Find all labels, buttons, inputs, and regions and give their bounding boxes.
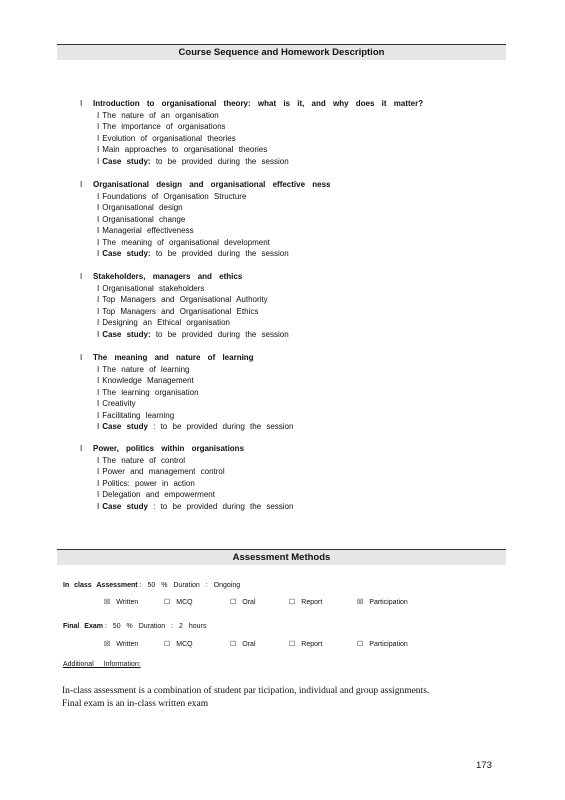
topic-item: I Managerial effectiveness (97, 226, 194, 235)
topic-item: I Knowledge Management (97, 376, 194, 385)
page-number: 173 (476, 760, 492, 771)
topic-item: I Foundations of Organisation Structure (97, 191, 247, 201)
case-study-line: I Case study : to be provided during the session (97, 422, 294, 431)
topic-item: I Organisational design (97, 203, 183, 212)
checkbox-mcq[interactable]: ☐ MCQ (164, 599, 193, 606)
topic-block (80, 352, 293, 433)
topic-item: I The learning organisation (97, 387, 199, 397)
topic-title: I Power, politics within organisations (80, 444, 245, 453)
case-study-line: I Case study: to be provided during the session (97, 249, 289, 258)
topic-item: I The nature of an organisation (97, 110, 219, 120)
topic-title: I The meaning and nature of learning (80, 353, 254, 362)
topic-title: I Stakeholders, managers and ethics (80, 272, 243, 281)
case-study-line: I Case study: to be provided during the session (97, 329, 289, 339)
checkbox-written[interactable]: ☒ Written (104, 641, 139, 648)
topic-item: I Power and management control (97, 467, 225, 476)
final-exam-line: Final Exam : 50 % Duration : 2 hours (63, 623, 207, 630)
topic-block (80, 443, 293, 512)
checkbox-mcq[interactable]: ☐ MCQ (164, 641, 193, 648)
case-study-line: I Case study: to be provided during the session (97, 156, 289, 166)
topic-item: I Organisational change (97, 214, 186, 224)
checkbox-participation[interactable]: ☒ Participation (357, 599, 408, 606)
checkbox-oral[interactable]: ☐ Oral (230, 599, 256, 606)
topic-item: I Creativity (97, 399, 136, 408)
topic-item: I Main approaches to organisational theories (97, 145, 268, 154)
checkbox-oral[interactable]: ☐ Oral (230, 641, 256, 648)
topic-block (80, 98, 423, 167)
topic-item: I Delegation and empowerment (97, 490, 215, 499)
topic-title: I Introduction to organisational theory: what is it, and why does it matter? (80, 99, 424, 108)
note-line: In-class assessment is a combination of student par ticipation, individual and group assignments. (62, 686, 430, 696)
case-study-line: I Case study : to be provided during the session (97, 501, 294, 511)
checkbox-report[interactable]: ☐ Report (289, 599, 323, 606)
topic-item: I The meaning of organisational development (97, 237, 270, 247)
topic-item: I Evolution of organisational theories (97, 133, 236, 143)
assessment-note (62, 685, 502, 711)
topic-item: I The importance of organisations (97, 122, 226, 131)
assessment-methods-header: Assessment Methods (57, 549, 506, 565)
topic-item: I Top Managers and Organisational Authority (97, 295, 268, 304)
topic-item: I The nature of control (97, 455, 186, 465)
topic-item: I Top Managers and Organisational Ethics (97, 306, 259, 316)
topic-item: I Facilitating learning (97, 410, 175, 420)
in-class-assessment-line: In class Assessment : 50 % Duration : Ongoing (63, 582, 241, 589)
topic-block (80, 271, 289, 340)
topic-item: I The nature of learning (97, 364, 190, 374)
checkbox-written[interactable]: ☒ Written (104, 599, 139, 606)
topic-item: I Politics: power in action (97, 478, 195, 488)
topic-item: I Designing an Ethical organisation (97, 318, 230, 327)
checkbox-report[interactable]: ☐ Report (289, 641, 323, 648)
course-sequence-header: Course Sequence and Homework Description (57, 44, 506, 60)
note-line: Final exam is an in-class written exam (62, 699, 209, 709)
topic-item: I Organisational stakeholders (97, 283, 205, 293)
additional-information-label: Additional Information: (63, 661, 141, 668)
topic-block (80, 179, 331, 260)
checkbox-participation[interactable]: ☐ Participation (357, 641, 408, 648)
topic-title: I Organisational design and organisational effective ness (80, 180, 331, 189)
